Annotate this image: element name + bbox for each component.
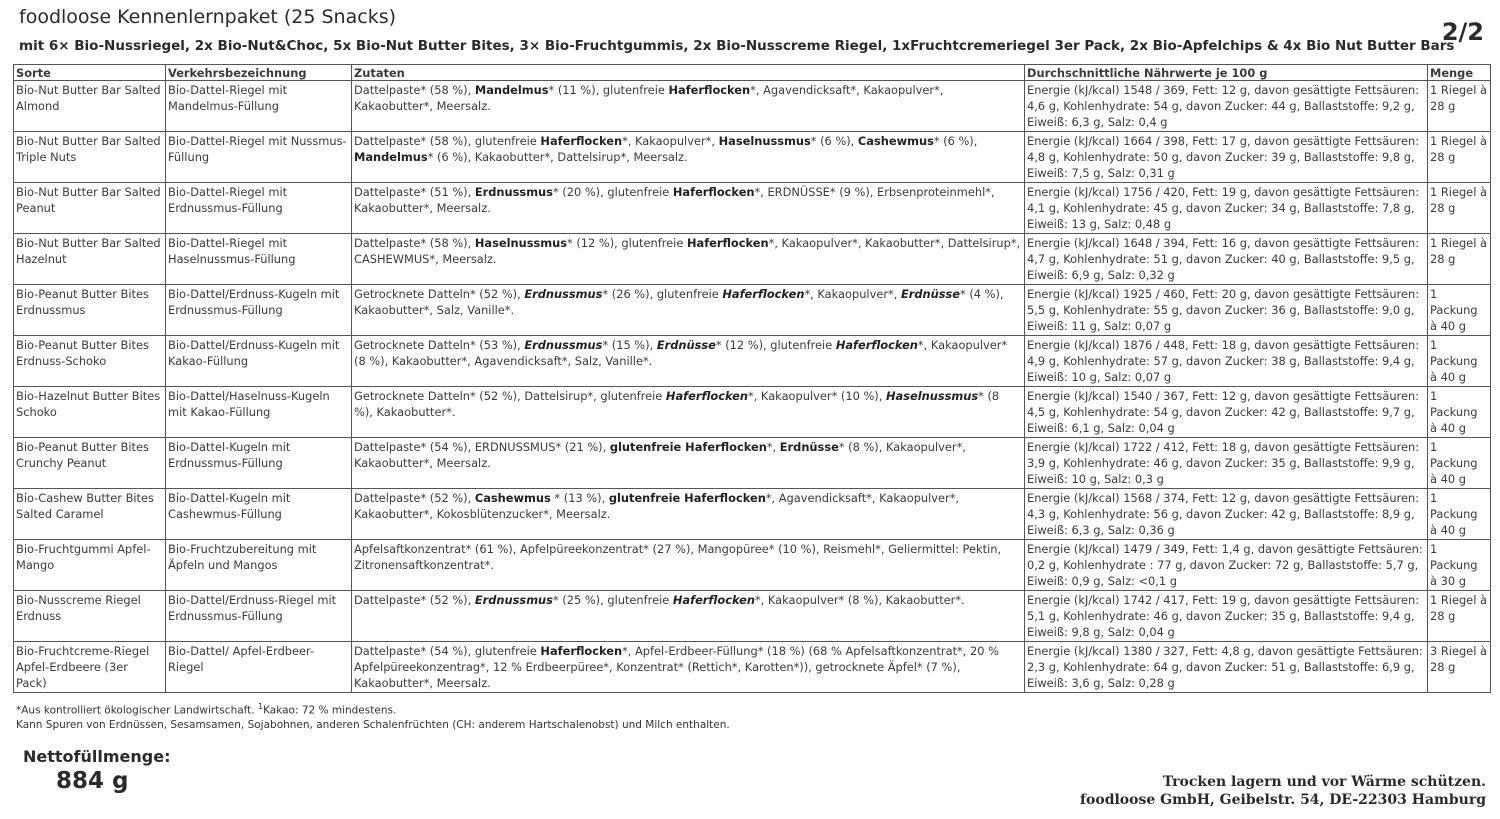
- column-header-sorte: Sorte: [14, 65, 166, 81]
- ingredient-text: *, Kakaopulver*,: [622, 134, 719, 148]
- ingredient-text: * (4 %), Kakaobutter*, Salz, Vanille*.: [354, 287, 1004, 317]
- ingredient-text: * (25 %), glutenfreie: [552, 593, 673, 607]
- cell-menge: 1 Packung à 40 g: [1428, 285, 1491, 336]
- cell-naehrwerte: Energie (kJ/kcal) 1548 / 369, Fett: 12 g, davon gesättigte Fettsäuren: 4,6 g, Kohlenhydrate: 54 g, davon Zucker: 44 g, Ballaststoffe: 9,2 g, Eiweiß: 6,3 g, Salz: 0,4 g: [1025, 81, 1428, 132]
- cell-menge: 3 Riegel à 28 g: [1428, 642, 1491, 693]
- cell-verkehrsbezeichnung: Bio-Fruchtzubereitung mit Äpfeln und Mangos: [166, 540, 352, 591]
- ingredient-text: Apfelsaftkonzentrat* (61 %), Apfelpüreekonzentrat* (27 %), Mangopüree* (10 %), Reismehl*, Geliermittel: Pektin, Zitronensaftkonzentrat*.: [354, 542, 1002, 572]
- cell-zutaten: [352, 234, 1025, 285]
- table-row: [14, 438, 1491, 489]
- ingredient-highlight: Haselnussmus: [718, 134, 811, 148]
- ingredient-text: * (6 %), Kakaobutter*, Dattelsirup*, Meersalz.: [427, 150, 688, 164]
- cell-naehrwerte: Energie (kJ/kcal) 1876 / 448, Fett: 18 g, davon gesättigte Fettsäuren: 4,9 g, Kohlenhydrate: 57 g, davon Zucker: 38 g, Ballaststoffe: 9,4 g, Eiweiß: 10 g, Salz: 0,07 g: [1025, 336, 1428, 387]
- cell-zutaten: [352, 591, 1025, 642]
- cell-verkehrsbezeichnung: Bio-Dattel/Erdnuss-Riegel mit Erdnussmus-Füllung: [166, 591, 352, 642]
- cell-sorte: Bio-Hazelnut Butter Bites Schoko: [14, 387, 166, 438]
- ingredient-text: * (8 %), Kakaobutter*.: [354, 389, 1000, 419]
- ingredient-highlight: Cashewmus: [474, 491, 551, 505]
- table-row: [14, 81, 1491, 132]
- cell-verkehrsbezeichnung: Bio-Dattel/Erdnuss-Kugeln mit Erdnussmus-Füllung: [166, 285, 352, 336]
- ingredient-text: *,: [766, 440, 780, 454]
- footnote-organic: [16, 702, 396, 717]
- ingredient-text: Dattelpaste* (52 %),: [354, 491, 475, 505]
- ingredient-highlight: Haferflocken: [540, 134, 623, 148]
- ingredient-text: * (12 %), glutenfreie: [715, 338, 836, 352]
- ingredient-text: Dattelpaste* (54 %), ERDNUSSMUS* (21 %),: [354, 440, 610, 454]
- ingredient-highlight: Erdnussmus: [474, 593, 553, 607]
- cell-sorte: Bio-Peanut Butter Bites Erdnussmus: [14, 285, 166, 336]
- ingredient-text: *, Apfel-Erdbeer-Füllung* (18 %) (68 % Apfelsaftkonzentrat*, 20 % Apfelpüreekonzentrag*, 12 % Erdbeerpüree*, Konzentrat* (Rettich*, Karotten*)), getrocknete Äpfel* (7 %), Kakaobutter*, Meersalz.: [354, 644, 999, 690]
- footnote-allergens: Kann Spuren von Erdnüssen, Sesamsamen, Sojabohnen, anderen Schalenfrüchten (CH: anderem Hartschalenobst) und Milch enthalten.: [16, 719, 730, 731]
- table-row: [14, 285, 1491, 336]
- ingredient-text: Getrocknete Datteln* (52 %), Dattelsirup*, glutenfreie: [354, 389, 666, 403]
- cell-menge: 1 Riegel à 28 g: [1428, 132, 1491, 183]
- table-row: [14, 489, 1491, 540]
- ingredient-text: * (12 %), glutenfreie: [567, 236, 687, 250]
- ingredient-text: Getrocknete Datteln* (52 %),: [354, 287, 525, 301]
- cell-naehrwerte: Energie (kJ/kcal) 1568 / 374, Fett: 12 g, davon gesättigte Fettsäuren: 4,3 g, Kohlenhydrate: 56 g, davon Zucker: 42 g, Ballaststoffe: 8,9 g, Eiweiß: 6,3 g, Salz: 0,36 g: [1025, 489, 1428, 540]
- cell-sorte: Bio-Nut Butter Bar Salted Triple Nuts: [14, 132, 166, 183]
- cell-naehrwerte: Energie (kJ/kcal) 1756 / 420, Fett: 19 g, davon gesättigte Fettsäuren: 4,1 g, Kohlenhydrate: 45 g, davon Zucker: 34 g, Ballaststoffe: 7,8 g, Eiweiß: 13 g, Salz: 0,48 g: [1025, 183, 1428, 234]
- ingredient-highlight: Haferflocken: [672, 593, 755, 607]
- ingredient-text: Dattelpaste* (58 %), glutenfreie: [354, 134, 541, 148]
- table-row: [14, 387, 1491, 438]
- cell-sorte: Bio-Cashew Butter Bites Salted Caramel: [14, 489, 166, 540]
- cell-verkehrsbezeichnung: Bio-Dattel/Erdnuss-Kugeln mit Kakao-Füllung: [166, 336, 352, 387]
- cell-sorte: Bio-Fruchtgummi Apfel-Mango: [14, 540, 166, 591]
- document-title: foodloose Kennenlernpaket (25 Snacks): [19, 6, 397, 28]
- cell-zutaten: [352, 81, 1025, 132]
- table-body: [14, 81, 1491, 693]
- ingredient-highlight: Haferflocken: [540, 644, 623, 658]
- ingredient-text: *, Agavendicksaft*, Kakaopulver*, Kakaobutter*, Meersalz.: [354, 83, 944, 113]
- cell-menge: 1 Riegel à 28 g: [1428, 183, 1491, 234]
- ingredient-text: * (13 %),: [550, 491, 609, 505]
- cell-zutaten: [352, 387, 1025, 438]
- product-table: [13, 64, 1491, 693]
- ingredient-highlight: Haferflocken: [835, 338, 918, 352]
- cell-sorte: Bio-Nusscreme Riegel Erdnuss: [14, 591, 166, 642]
- ingredient-highlight: Mandelmus: [474, 83, 549, 97]
- cell-menge: 1 Packung à 40 g: [1428, 438, 1491, 489]
- document-subtitle: mit 6× Bio-Nussriegel, 2x Bio-Nut&Choc, 5x Bio-Nut Butter Bites, 3× Bio-Fruchtgummis, 2x Bio-Nusscreme Riegel, 1xFruchtcremeriegel 3er Pack, 2x Bio-Apfelchips & 4x Bio Nut Butter Bars: [19, 38, 1455, 54]
- ingredient-highlight: Haselnussmus: [885, 389, 979, 403]
- ingredient-highlight: Haferflocken: [665, 389, 748, 403]
- cell-verkehrsbezeichnung: Bio-Dattel/ Apfel-Erdbeer-Riegel: [166, 642, 352, 693]
- ingredient-highlight: Haferflocken: [672, 185, 755, 199]
- cell-naehrwerte: Energie (kJ/kcal) 1648 / 394, Fett: 16 g, davon gesättigte Fettsäuren: 4,7 g, Kohlenhydrate: 51 g, davon Zucker: 40 g, Ballaststoffe: 9,5 g, Eiweiß: 6,9 g, Salz: 0,32 g: [1025, 234, 1428, 285]
- ingredient-highlight: glutenfreie Haferflocken: [609, 440, 767, 454]
- ingredient-highlight: Haferflocken: [668, 83, 751, 97]
- table-row: [14, 132, 1491, 183]
- cell-naehrwerte: Energie (kJ/kcal) 1722 / 412, Fett: 18 g, davon gesättigte Fettsäuren: 3,9 g, Kohlenhydrate: 46 g, davon Zucker: 35 g, Ballaststoffe: 9,9 g, Eiweiß: 10 g, Salz: 0,3 g: [1025, 438, 1428, 489]
- cell-sorte: Bio-Fruchtcreme-Riegel Apfel-Erdbeere (3er Pack): [14, 642, 166, 693]
- ingredient-text: *, Kakaopulver* (8 %), Kakaobutter*.: [754, 593, 965, 607]
- ingredient-text: Dattelpaste* (51 %),: [354, 185, 475, 199]
- cell-verkehrsbezeichnung: Bio-Dattel-Riegel mit Haselnussmus-Füllung: [166, 234, 352, 285]
- ingredient-highlight: Erdnussmus: [524, 338, 603, 352]
- cell-naehrwerte: Energie (kJ/kcal) 1380 / 327, Fett: 4,8 g, davon gesättigte Fettsäuren: 2,3 g, Kohlenhydrate: 64 g, davon Zucker: 51 g, Ballaststoffe: 6,9 g, Eiweiß: 3,6 g, Salz: 0,28 g: [1025, 642, 1428, 693]
- cell-verkehrsbezeichnung: Bio-Dattel-Kugeln mit Cashewmus-Füllung: [166, 489, 352, 540]
- cell-naehrwerte: Energie (kJ/kcal) 1664 / 398, Fett: 17 g, davon gesättigte Fettsäuren: 4,8 g, Kohlenhydrate: 50 g, davon Zucker: 39 g, Ballaststoffe: 9,8 g, Eiweiß: 7,5 g, Salz: 0,31 g: [1025, 132, 1428, 183]
- cell-verkehrsbezeichnung: Bio-Dattel-Riegel mit Nussmus-Füllung: [166, 132, 352, 183]
- column-header-zutaten: Zutaten: [352, 65, 1025, 81]
- column-header-menge: Menge: [1428, 65, 1491, 81]
- cell-zutaten: [352, 183, 1025, 234]
- cell-verkehrsbezeichnung: Bio-Dattel-Riegel mit Mandelmus-Füllung: [166, 81, 352, 132]
- ingredient-text: *, Kakaopulver* (8 %), Kakaobutter*, Agavendicksaft*, Salz, Vanille*.: [354, 338, 1008, 368]
- table-row: [14, 591, 1491, 642]
- cell-naehrwerte: Energie (kJ/kcal) 1742 / 417, Fett: 19 g, davon gesättigte Fettsäuren: 5,1 g, Kohlenhydrate: 46 g, davon Zucker: 35 g, Ballaststoffe: 9,4 g, Eiweiß: 9,8 g, Salz: 0,04 g: [1025, 591, 1428, 642]
- ingredient-highlight: Haselnussmus: [474, 236, 568, 250]
- ingredient-text: * (6 %),: [810, 134, 858, 148]
- cell-zutaten: [352, 285, 1025, 336]
- cell-zutaten: [352, 438, 1025, 489]
- ingredient-highlight: Haferflocken: [686, 236, 769, 250]
- footnote-superscript: 1: [257, 702, 264, 711]
- cell-menge: 1 Riegel à 28 g: [1428, 591, 1491, 642]
- footnote-cocoa-text: Kakao: 72 % mindestens.: [263, 704, 397, 717]
- cell-sorte: Bio-Nut Butter Bar Salted Peanut: [14, 183, 166, 234]
- cell-sorte: Bio-Peanut Butter Bites Crunchy Peanut: [14, 438, 166, 489]
- cell-verkehrsbezeichnung: Bio-Dattel-Riegel mit Erdnussmus-Füllung: [166, 183, 352, 234]
- cell-naehrwerte: Energie (kJ/kcal) 1925 / 460, Fett: 20 g, davon gesättigte Fettsäuren: 5,5 g, Kohlenhydrate: 55 g, davon Zucker: 36 g, Ballaststoffe: 9,0 g, Eiweiß: 11 g, Salz: 0,07 g: [1025, 285, 1428, 336]
- ingredient-highlight: Haferflocken: [722, 287, 805, 301]
- ingredient-text: * (15 %),: [602, 338, 657, 352]
- ingredient-text: Getrocknete Datteln* (53 %),: [354, 338, 525, 352]
- ingredient-text: Dattelpaste* (54 %), glutenfreie: [354, 644, 541, 658]
- column-header-verkehrsbezeichnung: Verkehrsbezeichnung: [166, 65, 352, 81]
- storage-note: Trocken lagern und vor Wärme schützen.: [1162, 774, 1486, 790]
- ingredient-text: * (26 %), glutenfreie: [602, 287, 723, 301]
- cell-naehrwerte: Energie (kJ/kcal) 1540 / 367, Fett: 12 g, davon gesättigte Fettsäuren: 4,5 g, Kohlenhydrate: 54 g, davon Zucker: 42 g, Ballaststoffe: 9,7 g, Eiweiß: 6,1 g, Salz: 0,04 g: [1025, 387, 1428, 438]
- ingredient-highlight: Erdnussmus: [474, 185, 553, 199]
- net-quantity-value: 884 g: [56, 768, 129, 794]
- cell-sorte: Bio-Nut Butter Bar Salted Hazelnut: [14, 234, 166, 285]
- table-row: [14, 336, 1491, 387]
- ingredient-text: * (20 %), glutenfreie: [552, 185, 673, 199]
- ingredient-text: Dattelpaste* (58 %),: [354, 83, 475, 97]
- cell-zutaten: [352, 642, 1025, 693]
- ingredient-text: *, Agavendicksaft*, Kakaopulver*, Kakaobutter*, Kokosblütenzucker*, Meersalz.: [354, 491, 960, 521]
- cell-menge: 1 Riegel à 28 g: [1428, 234, 1491, 285]
- ingredient-highlight: glutenfreie Haferflocken: [608, 491, 766, 505]
- cell-menge: 1 Packung à 40 g: [1428, 387, 1491, 438]
- cell-verkehrsbezeichnung: Bio-Dattel-Kugeln mit Erdnussmus-Füllung: [166, 438, 352, 489]
- cell-menge: 1 Riegel à 28 g: [1428, 81, 1491, 132]
- ingredient-text: * (11 %), glutenfreie: [548, 83, 669, 97]
- cell-menge: 1 Packung à 40 g: [1428, 336, 1491, 387]
- cell-verkehrsbezeichnung: Bio-Dattel/Haselnuss-Kugeln mit Kakao-Füllung: [166, 387, 352, 438]
- cell-zutaten: [352, 540, 1025, 591]
- table-row: [14, 642, 1491, 693]
- table-row: [14, 234, 1491, 285]
- company-address: foodloose GmbH, Geibelstr. 54, DE-22303 Hamburg: [1080, 792, 1486, 808]
- ingredient-highlight: Erdnüsse: [779, 440, 839, 454]
- ingredient-highlight: Erdnüsse: [900, 287, 961, 301]
- footnote-organic-text: *Aus kontrolliert ökologischer Landwirtschaft.: [16, 704, 258, 717]
- ingredient-text: * (8 %), Kakaopulver*, Kakaobutter*, Meersalz.: [354, 440, 966, 470]
- column-header-naehrwerte: Durchschnittliche Nährwerte je 100 g: [1025, 65, 1428, 81]
- ingredient-text: Dattelpaste* (52 %),: [354, 593, 475, 607]
- cell-zutaten: [352, 132, 1025, 183]
- cell-zutaten: [352, 336, 1025, 387]
- cell-menge: 1 Packung à 30 g: [1428, 540, 1491, 591]
- ingredient-text: *, Kakaopulver*,: [804, 287, 901, 301]
- cell-zutaten: [352, 489, 1025, 540]
- cell-sorte: Bio-Nut Butter Bar Salted Almond: [14, 81, 166, 132]
- table-row: [14, 540, 1491, 591]
- ingredient-highlight: Erdnüsse: [656, 338, 716, 352]
- ingredient-highlight: Mandelmus: [354, 150, 428, 164]
- ingredient-text: Dattelpaste* (58 %),: [354, 236, 475, 250]
- page-number: 2/2: [1441, 18, 1484, 46]
- table-header-row: [14, 65, 1491, 81]
- ingredient-highlight: Cashewmus: [857, 134, 934, 148]
- ingredient-text: *, Kakaopulver*, Kakaobutter*, Dattelsirup*, CASHEWMUS*, Meersalz.: [354, 236, 1021, 266]
- ingredient-highlight: Erdnussmus: [524, 287, 603, 301]
- ingredient-text: *, ERDNÜSSE* (9 %), Erbsenproteinmehl*, Kakaobutter*, Meersalz.: [354, 185, 995, 215]
- net-quantity-label: Nettofüllmenge:: [23, 747, 171, 766]
- ingredient-text: *, Kakaopulver* (10 %),: [748, 389, 886, 403]
- cell-menge: 1 Packung à 40 g: [1428, 489, 1491, 540]
- table-row: [14, 183, 1491, 234]
- cell-sorte: Bio-Peanut Butter Bites Erdnuss-Schoko: [14, 336, 166, 387]
- cell-naehrwerte: Energie (kJ/kcal) 1479 / 349, Fett: 1,4 g, davon gesättigte Fettsäuren: 0,2 g, Kohlenhydrate : 77 g, davon Zucker: 72 g, Ballaststoffe: 5,7 g, Eiweiß: 0,9 g, Salz: <0,1 g: [1025, 540, 1428, 591]
- ingredient-text: * (6 %),: [933, 134, 978, 148]
